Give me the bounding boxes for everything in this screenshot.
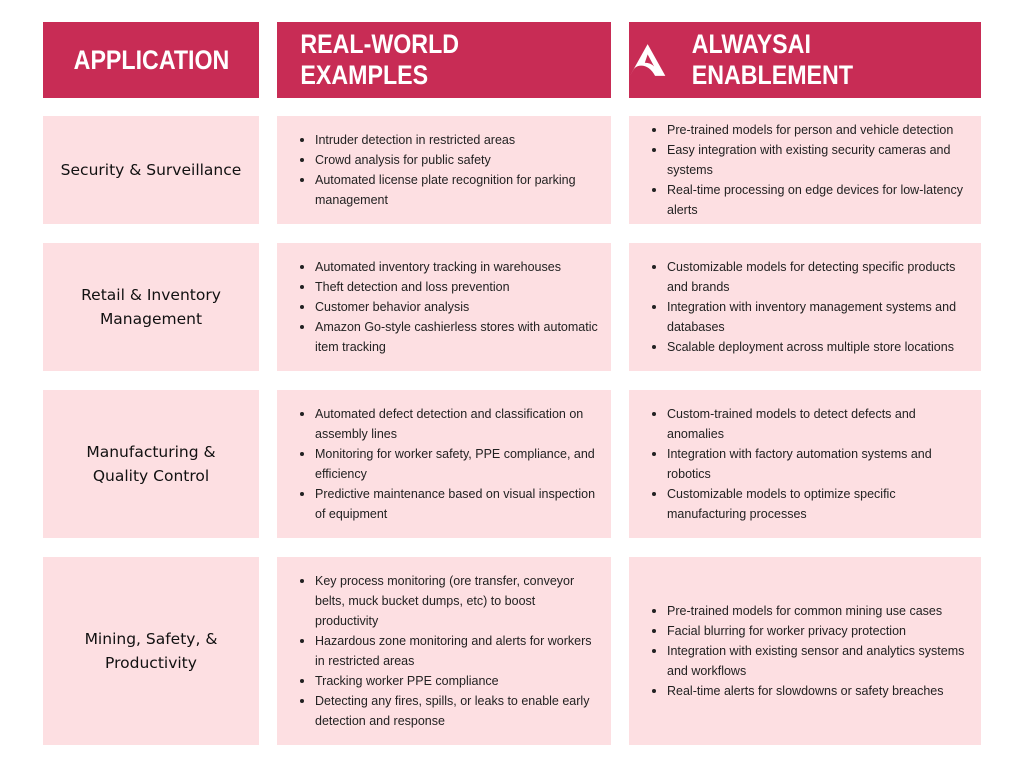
list-item-text: Pre-trained models for person and vehicle detection xyxy=(667,123,954,137)
list-item-text: Integration with factory automation systems and robotics xyxy=(667,447,932,481)
list-item-text: Customizable models for detecting specific products and brands xyxy=(667,260,956,294)
row-1-enablement xyxy=(629,116,981,224)
row-3-examples-list xyxy=(277,404,611,524)
row-4-application xyxy=(43,557,259,745)
list-item xyxy=(667,297,969,337)
list-item-text: Automated defect detection and classification on assembly lines xyxy=(315,407,584,441)
list-item-text: Amazon Go-style cashierless stores with automatic item tracking xyxy=(315,320,598,354)
row-2-enablement-list xyxy=(629,257,981,357)
list-item xyxy=(667,140,969,180)
row-1-application xyxy=(43,116,259,224)
list-item-text: Customizable models to optimize specific manufacturing processes xyxy=(667,487,896,521)
list-item xyxy=(315,150,599,170)
row-4-application-label: Mining, Safety, & Productivity xyxy=(84,630,218,672)
list-item-text: Theft detection and loss prevention xyxy=(315,280,510,294)
list-item xyxy=(315,404,599,444)
list-item-text: Predictive maintenance based on visual inspection of equipment xyxy=(315,487,596,521)
list-item-text: Real-time alerts for slowdowns or safety breaches xyxy=(667,684,944,698)
list-item-text: Facial blurring for worker privacy protection xyxy=(667,624,906,638)
list-item-text: Key process monitoring (ore transfer, conveyor belts, muck bucket dumps, etc) to boost productivity xyxy=(315,574,575,628)
list-item-text: Custom-trained models to detect defects and anomalies xyxy=(667,407,916,441)
list-item-text: Integration with existing sensor and analytics systems and workflows xyxy=(667,644,965,678)
row-1-examples xyxy=(277,116,611,224)
list-item xyxy=(667,601,969,621)
list-item xyxy=(667,257,969,297)
list-item-text: Easy integration with existing security cameras and systems xyxy=(667,143,951,177)
row-2-enablement xyxy=(629,243,981,371)
list-item xyxy=(667,484,969,524)
list-item xyxy=(315,671,599,691)
row-3-examples xyxy=(277,390,611,538)
list-item-text: Tracking worker PPE compliance xyxy=(315,674,499,688)
list-item xyxy=(315,631,599,671)
row-2-application xyxy=(43,243,259,371)
list-item xyxy=(315,277,599,297)
row-3-application xyxy=(43,390,259,538)
list-item xyxy=(315,571,599,631)
list-item xyxy=(667,120,969,140)
list-item-text: Intruder detection in restricted areas xyxy=(315,133,516,147)
list-item xyxy=(315,257,599,277)
list-item xyxy=(315,130,599,150)
list-item xyxy=(315,484,599,524)
list-item-text: Automated license plate recognition for parking management xyxy=(315,173,576,207)
list-item xyxy=(667,681,969,701)
row-3-application-label: Manufacturing & Quality Control xyxy=(86,443,216,485)
header-application-label: APPLICATION xyxy=(73,44,229,75)
header-enablement-label: ALWAYSAI ENABLEMENT xyxy=(692,29,854,90)
list-item xyxy=(667,621,969,641)
list-item-text: Automated inventory tracking in warehouses xyxy=(315,260,561,274)
row-3-enablement-list xyxy=(629,404,981,524)
list-item-text: Hazardous zone monitoring and alerts for workers in restricted areas xyxy=(315,634,592,668)
row-1-enablement-list xyxy=(629,120,981,220)
list-item xyxy=(315,444,599,484)
list-item xyxy=(667,641,969,681)
list-item xyxy=(667,180,969,220)
header-application xyxy=(43,22,259,98)
alwaysai-logo-icon xyxy=(629,42,666,78)
list-item-text: Pre-trained models for common mining use cases xyxy=(667,604,943,618)
row-4-examples xyxy=(277,557,611,745)
list-item-text: Crowd analysis for public safety xyxy=(315,153,491,167)
row-2-examples xyxy=(277,243,611,371)
list-item-text: Customer behavior analysis xyxy=(315,300,470,314)
list-item xyxy=(315,317,599,357)
list-item-text: Scalable deployment across multiple store locations xyxy=(667,340,954,354)
list-item-text: Monitoring for worker safety, PPE compliance, and efficiency xyxy=(315,447,595,481)
row-1-examples-list xyxy=(277,130,611,210)
list-item-text: Real-time processing on edge devices for low-latency alerts xyxy=(667,183,963,217)
row-3-enablement xyxy=(629,390,981,538)
list-item xyxy=(667,404,969,444)
list-item xyxy=(315,691,599,731)
list-item xyxy=(315,170,599,210)
row-2-application-label: Retail & Inventory Management xyxy=(81,286,221,328)
row-4-examples-list xyxy=(277,571,611,731)
header-enablement xyxy=(629,22,981,98)
header-examples-label: REAL-WORLD EXAMPLES xyxy=(300,29,460,90)
row-4-enablement-list xyxy=(629,601,981,701)
list-item-text: Integration with inventory management systems and databases xyxy=(667,300,957,334)
header-examples xyxy=(277,22,611,98)
row-2-examples-list xyxy=(277,257,611,357)
list-item xyxy=(667,444,969,484)
row-4-enablement xyxy=(629,557,981,745)
row-1-application-label: Security & Surveillance xyxy=(60,161,242,179)
list-item xyxy=(315,297,599,317)
list-item xyxy=(667,337,969,357)
list-item-text: Detecting any fires, spills, or leaks to enable early detection and response xyxy=(315,694,590,728)
